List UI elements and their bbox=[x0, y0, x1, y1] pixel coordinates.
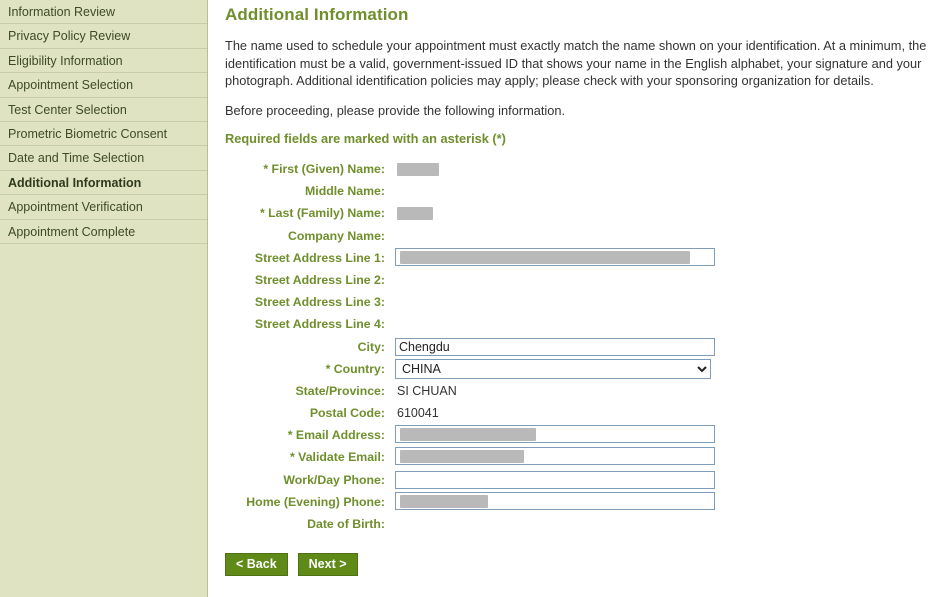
form-row-date-of-birth bbox=[225, 513, 932, 535]
form-row-middle-name bbox=[225, 180, 932, 202]
field-postal-code bbox=[395, 406, 932, 420]
input-city[interactable] bbox=[395, 338, 715, 356]
sidebar-item-label: Date and Time Selection bbox=[8, 151, 145, 166]
form-row-validate-email bbox=[225, 446, 932, 468]
sidebar-item-privacy-policy-review[interactable] bbox=[0, 24, 207, 48]
form-row-street-address-line-4 bbox=[225, 313, 932, 335]
field-state-province bbox=[395, 384, 932, 398]
label-first-given-name: * First (Given) Name: bbox=[263, 162, 385, 176]
form-row-country bbox=[225, 358, 932, 380]
label-country: * Country: bbox=[325, 361, 385, 376]
label-street-address-line-4: Street Address Line 4: bbox=[254, 317, 385, 332]
value-postal-code: 610041 bbox=[397, 406, 439, 421]
form-buttons bbox=[225, 553, 932, 576]
redaction-overlay bbox=[400, 495, 488, 508]
field-home-evening-phone bbox=[395, 492, 932, 512]
form-row-state-province bbox=[225, 380, 932, 402]
label-state-province: State/Province: bbox=[295, 383, 385, 398]
label-postal-code: Postal Code: bbox=[309, 406, 385, 421]
page-title: Additional Information bbox=[225, 5, 409, 24]
sidebar-item-label: Privacy Policy Review bbox=[8, 29, 131, 44]
sidebar-item-additional-information[interactable] bbox=[0, 171, 207, 195]
label-validate-email: * Validate Email: bbox=[289, 450, 385, 465]
input-wrap-home-evening-phone bbox=[395, 492, 715, 512]
required-fields-note: Required fields are marked with an asterisk (*) bbox=[225, 131, 506, 146]
input-wrap-street-address-line-1 bbox=[395, 248, 715, 268]
sidebar-item-label: Appointment Complete bbox=[8, 224, 136, 239]
sidebar-item-label: Eligibility Information bbox=[8, 53, 123, 68]
input-work-day-phone[interactable] bbox=[395, 471, 715, 489]
field-email-address bbox=[395, 425, 932, 445]
field-validate-email bbox=[395, 447, 932, 467]
redaction-overlay bbox=[397, 207, 433, 220]
form-row-work-day-phone bbox=[225, 469, 932, 491]
label-email-address: * Email Address: bbox=[287, 428, 385, 443]
sidebar-item-test-center-selection[interactable] bbox=[0, 98, 207, 122]
form-row-street-address-line-2 bbox=[225, 269, 932, 291]
sidebar-item-label: Test Center Selection bbox=[8, 102, 127, 117]
field-city bbox=[395, 338, 932, 356]
form-row-street-address-line-3 bbox=[225, 291, 932, 313]
sidebar-item-label: Appointment Verification bbox=[8, 200, 143, 215]
form-row-first-given-name bbox=[225, 158, 932, 180]
input-wrap-email-address bbox=[395, 425, 715, 445]
intro-paragraph-1: The name used to schedule your appointment must exactly match the name shown on your identification. At a minimum, the identification must be a valid, government-issued ID that shows your name in the English alphabet, your signature and your photograph. Additional identification policies may apply; please check with your sponsoring organization for details. bbox=[225, 38, 927, 88]
sidebar-item-date-and-time-selection[interactable] bbox=[0, 146, 207, 170]
field-first-given-name bbox=[395, 163, 932, 176]
select-country[interactable] bbox=[395, 359, 711, 379]
next-button[interactable]: Next > bbox=[298, 553, 358, 576]
label-street-address-line-2: Street Address Line 2: bbox=[254, 272, 385, 287]
redaction-overlay bbox=[400, 428, 536, 441]
label-last-family-name: * Last (Family) Name: bbox=[259, 206, 385, 221]
sidebar-item-eligibility-information[interactable] bbox=[0, 49, 207, 73]
label-city: City: bbox=[357, 339, 385, 354]
sidebar-item-label: Additional Information bbox=[8, 175, 142, 190]
form-row-city bbox=[225, 336, 932, 358]
value-state-province: SI CHUAN bbox=[397, 383, 457, 398]
form-row-home-evening-phone bbox=[225, 491, 932, 513]
redaction-overlay bbox=[400, 251, 690, 264]
field-country bbox=[395, 359, 932, 379]
sidebar bbox=[0, 0, 208, 597]
main-content bbox=[209, 0, 942, 597]
form-row-company-name bbox=[225, 225, 932, 247]
sidebar-item-appointment-verification[interactable] bbox=[0, 195, 207, 219]
sidebar-item-appointment-complete[interactable] bbox=[0, 220, 207, 244]
field-street-address-line-1 bbox=[395, 248, 932, 268]
sidebar-item-prometric-biometric-consent[interactable] bbox=[0, 122, 207, 146]
additional-information-form bbox=[225, 158, 932, 535]
back-button[interactable]: < Back bbox=[225, 553, 288, 576]
form-row-street-address-line-1 bbox=[225, 247, 932, 269]
form-row-email-address bbox=[225, 424, 932, 446]
intro-paragraph-2: Before proceeding, please provide the following information. bbox=[225, 102, 566, 118]
label-company-name: Company Name: bbox=[287, 228, 385, 243]
sidebar-item-appointment-selection[interactable] bbox=[0, 73, 207, 97]
label-middle-name: Middle Name: bbox=[305, 184, 385, 199]
label-street-address-line-1: Street Address Line 1: bbox=[254, 250, 385, 265]
form-row-last-family-name bbox=[225, 202, 932, 224]
form-row-postal-code bbox=[225, 402, 932, 424]
label-home-evening-phone: Home (Evening) Phone: bbox=[246, 494, 385, 509]
field-work-day-phone bbox=[395, 471, 932, 489]
field-last-family-name bbox=[395, 207, 932, 220]
sidebar-item-information-review[interactable] bbox=[0, 0, 207, 24]
input-wrap-validate-email bbox=[395, 447, 715, 467]
label-date-of-birth: Date of Birth: bbox=[307, 517, 385, 531]
redaction-overlay bbox=[397, 163, 439, 176]
redaction-overlay bbox=[400, 450, 524, 463]
sidebar-item-label: Prometric Biometric Consent bbox=[8, 126, 168, 141]
label-street-address-line-3: Street Address Line 3: bbox=[254, 295, 385, 310]
sidebar-item-label: Appointment Selection bbox=[8, 78, 134, 93]
label-work-day-phone: Work/Day Phone: bbox=[283, 472, 385, 487]
sidebar-item-label: Information Review bbox=[8, 5, 115, 19]
